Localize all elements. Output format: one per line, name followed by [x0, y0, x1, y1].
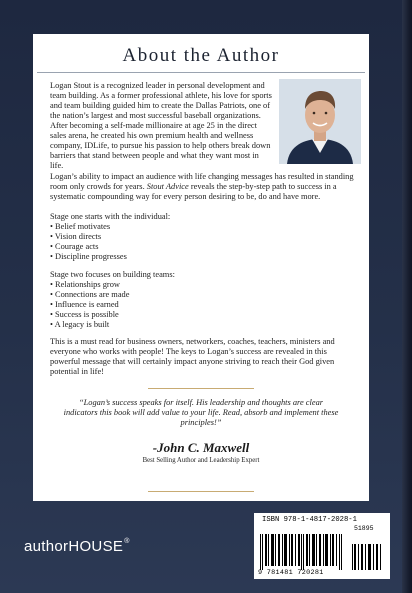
list-item: • Success is possible [50, 310, 119, 319]
stage-one-intro: Stage one starts with the individual: [50, 212, 171, 221]
about-panel [33, 34, 369, 501]
quote-divider-bottom [148, 491, 254, 492]
list-item: • Belief motivates [50, 222, 111, 231]
price-code: 51895 [354, 525, 374, 532]
list-item: • A legacy is built [50, 320, 110, 329]
list-item: • Connections are made [50, 290, 130, 299]
stage-two-list [50, 280, 358, 330]
title-divider [37, 72, 365, 73]
author-impact-paragraph [50, 172, 358, 202]
publisher-logo [24, 538, 130, 555]
list-item: • Relationships grow [50, 280, 120, 289]
list-item: • Influence is earned [50, 300, 119, 309]
closing-paragraph: This is a must read for business owners, networkers, coaches, teachers, ministers and everyone who works with people! The keys to Logan’s success are revealed in this powerful message that will certainly impact anyone striving to reach their God given potential in life! [50, 337, 335, 376]
barcode-box [254, 513, 390, 579]
registered-mark: ® [124, 538, 130, 545]
about-title: About the Author [122, 45, 280, 66]
impact-text-end: reveals the step-by-step path to success in a systematic compounding way for every person desiring to be, do and have more. [50, 182, 337, 201]
book-title: Stout Advice [146, 182, 189, 191]
list-item: • Courage acts [50, 242, 99, 251]
isbn-text: ISBN 978-1-4817-2028-1 [262, 516, 357, 524]
quote-divider-top [148, 388, 254, 389]
endorsement-author-title: Best Selling Author and Leadership Expert [142, 457, 260, 464]
barcode-icon [260, 526, 384, 570]
endorsement-quote: “Logan’s success speaks for itself. His leadership and thoughts are clear indicators this book will add value to your life. Read, absorb and implement these principles!” [63, 398, 339, 427]
stage-one-list [50, 222, 358, 262]
list-item: • Discipline progresses [50, 252, 127, 261]
stage-two-intro: Stage two focuses on building teams: [50, 270, 175, 279]
stage-one-section [50, 212, 358, 262]
barcode-digits: 9 781481 720281 [258, 569, 324, 577]
list-item: • Vision directs [50, 232, 102, 241]
stage-two-section [50, 270, 358, 330]
author-bio: Logan Stout is a recognized leader in personal development and team building. As a former professional athlete, his love for sports and team building guided him to create the Dallas Patriots, one of the nation’s largest and most successful baseball organizations. After becoming a self-made millionaire at age 25 in the direct sales arena, he created his own premium health and wellness company, IDLife, to pursue his passion to help others break down barriers that stand between people and what they want most in life. [50, 81, 272, 170]
endorsement-author: -John C. Maxwell [152, 440, 250, 455]
author-photo [279, 79, 361, 164]
spine-edge [402, 0, 412, 593]
impact-text-start: Logan’s ability to impact an audience with life changing messages has resulted in standing room only crowds for years. [50, 172, 354, 191]
publisher-name: authorHOUSE [24, 538, 124, 555]
